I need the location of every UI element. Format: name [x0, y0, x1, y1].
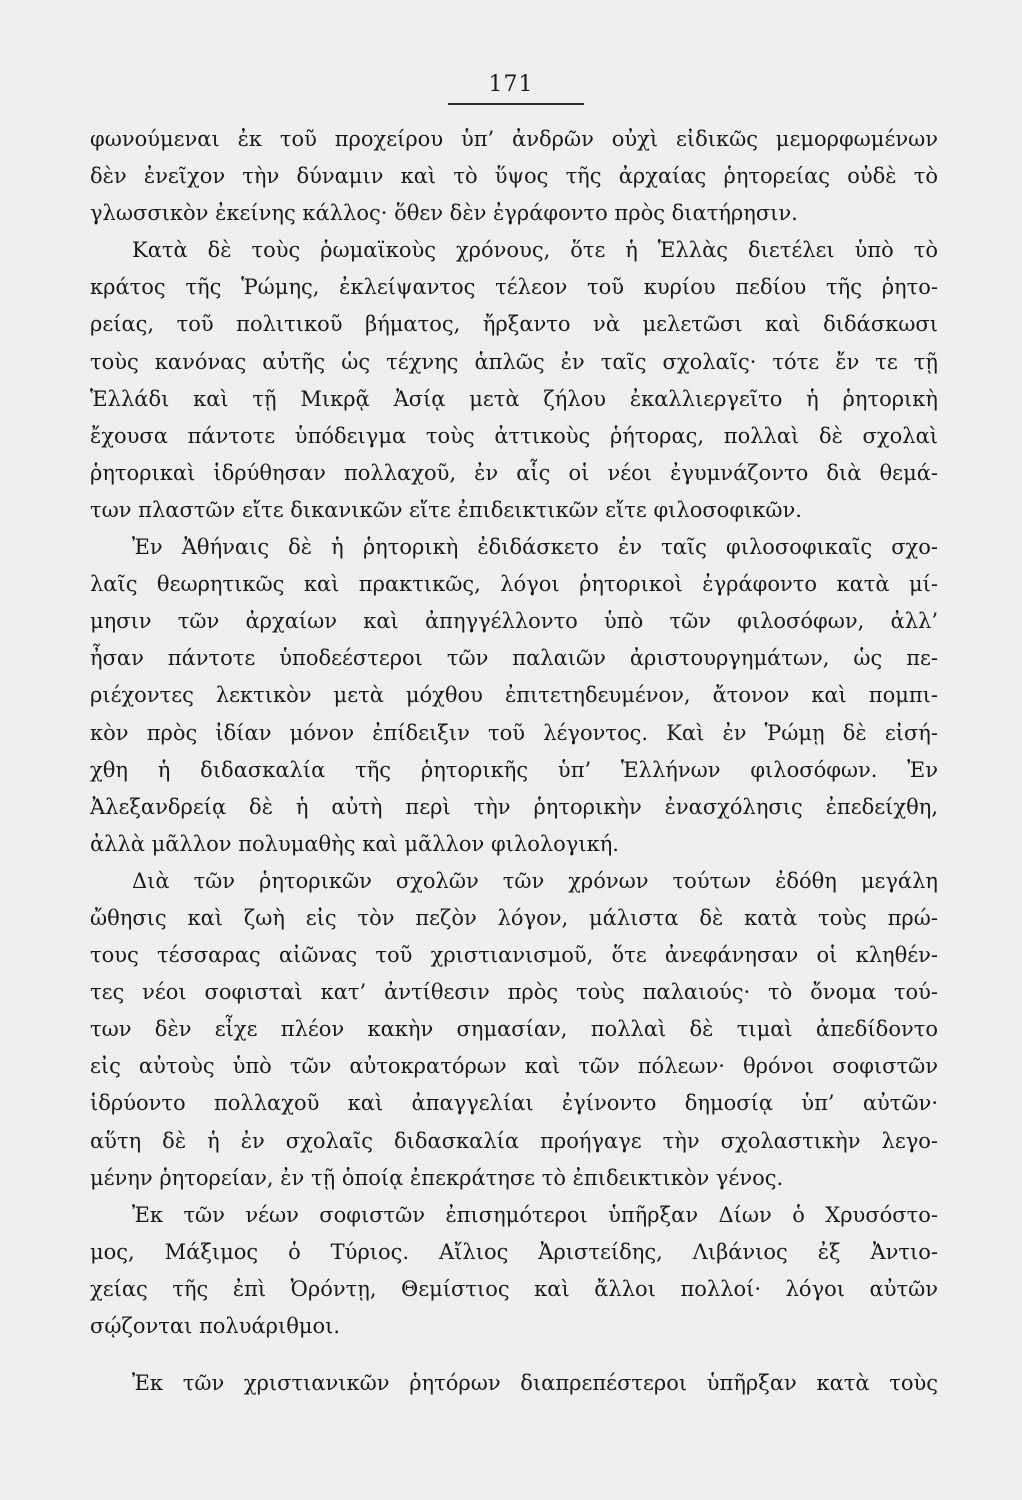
text-line: κράτος τῆς Ῥώμης, ἐκλείψαντος τέλεον τοῦ κυρίου πεδίου τῆς ῥητο- [90, 275, 938, 300]
text-line: ἀλλὰ μᾶλλον πολυμαθὴς καὶ μᾶλλον φιλολογική. [90, 831, 619, 856]
paragraph-gap [90, 1345, 938, 1365]
text-line: λαῖς θεωρητικῶς καὶ πρακτικῶς, λόγοι ῥητορικοὶ ἐγράφοντο κατὰ μί- [90, 572, 938, 597]
text-line: τους τέσσαρας αἰῶνας τοῦ χριστιανισμοῦ, ὅτε ἀνεφάνησαν οἱ κληθέν- [90, 943, 938, 968]
header-rule [448, 103, 584, 105]
text-line: κὸν πρὸς ἰδίαν μόνον ἐπίδειξιν τοῦ λέγοντος. Καὶ ἐν Ῥώμῃ δὲ εἰσή- [90, 720, 938, 745]
text-line: μένην ῥητορείαν, ἐν τῇ ὁποίᾳ ἐπεκράτησε τὸ ἐπιδεικτικὸν γένος. [90, 1165, 784, 1190]
text-line: εἰς αὐτοὺς ὑπὸ τῶν αὐτοκρατόρων καὶ τῶν πόλεων· θρόνοι σοφιστῶν [90, 1054, 938, 1079]
body-text [90, 121, 938, 1402]
text-line: γλωσσικὸν ἐκείνης κάλλος· ὅθεν δὲν ἐγράφοντο πρὸς διατήρησιν. [90, 201, 798, 226]
text-line: ρείας, τοῦ πολιτικοῦ βήματος, ἤρξαντο νὰ μελετῶσι καὶ διδάσκωσι [90, 312, 938, 337]
text-line: σῴζονται πολυάριθμοι. [90, 1314, 341, 1338]
text-line: Ἑλλάδι καὶ τῇ Μικρᾷ Ἀσίᾳ μετὰ ζήλου ἐκαλλιεργεῖτο ἡ ῥητορικὴ [90, 386, 938, 411]
text-line: ὤθησις καὶ ζωὴ εἰς τὸν πεζὸν λόγον, μάλιστα δὲ κατὰ τοὺς πρώ- [90, 905, 938, 930]
text-line: χείας τῆς ἐπὶ Ὀρόντῃ, Θεμίστιος καὶ ἄλλοι πολλοί· λόγοι αὐτῶν [90, 1276, 938, 1301]
text-line: Διὰ τῶν ῥητορικῶν σχολῶν τῶν χρόνων τούτων ἐδόθη μεγάλη [132, 868, 938, 893]
page-number: 171 [488, 72, 534, 97]
text-line: μησιν τῶν ἀρχαίων καὶ ἀπηγγέλλοντο ὑπὸ τῶν φιλοσόφων, ἀλλ’ [90, 609, 938, 634]
text-line: των δὲν εἶχε πλέον κακὴν σημασίαν, πολλαὶ δὲ τιμαὶ ἀπεδίδοντο [90, 1017, 938, 1042]
text-line: των πλαστῶν εἴτε δικανικῶν εἴτε ἐπιδεικτικῶν εἴτε φιλοσοφικῶν. [90, 497, 802, 522]
text-line: ἦσαν πάντοτε ὑποδεέστεροι τῶν παλαιῶν ἀριστουργημάτων, ὡς πε- [90, 646, 938, 671]
text-line: φωνούμεναι ἐκ τοῦ προχείρου ὑπ’ ἀνδρῶν οὐχὶ εἰδικῶς μεμορφωμένων [90, 127, 938, 151]
text-line: ῥητορικαὶ ἱδρύθησαν πολλαχοῦ, ἐν αἷς οἱ νέοι ἐγυμνάζοντο διὰ θεμά- [90, 460, 938, 485]
text-line: ριέχοντες λεκτικὸν μετὰ μόχθου ἐπιτετηδευμένον, ἄτονον καὶ πομπι- [90, 683, 938, 708]
text-line: Ἐν Ἀθήναις δὲ ἡ ῥητορικὴ ἐδιδάσκετο ἐν ταῖς φιλοσοφικαῖς σχο- [132, 535, 938, 560]
text-line: τες νέοι σοφισταὶ κατ’ ἀντίθεσιν πρὸς τοὺς παλαιούς· τὸ ὄνομα τού- [90, 980, 938, 1005]
text-line: τοὺς κανόνας αὐτῆς ὡς τέχνης ἁπλῶς ἐν ταῖς σχολαῖς· τότε ἔν τε τῇ [90, 349, 938, 374]
text-line: μος, Μάξιμος ὁ Τύριος. Αἴλιος Ἀριστείδης, Λιβάνιος ἐξ Ἀντιο- [90, 1239, 938, 1264]
text-line: αὕτη δὲ ἡ ἐν σχολαῖς διδασκαλία προήγαγε τὴν σχολαστικὴν λεγο- [90, 1128, 938, 1153]
text-line: ἱδρύοντο πολλαχοῦ καὶ ἀπαγγελίαι ἐγίνοντο δημοσίᾳ ὑπ’ αὐτῶν· [90, 1091, 938, 1116]
text-line: Κατὰ δὲ τοὺς ῥωμαϊκοὺς χρόνους, ὅτε ἡ Ἑλλὰς διετέλει ὑπὸ τὸ [132, 238, 938, 263]
text-line: Ἀλεξανδρείᾳ δὲ ἡ αὐτὴ περὶ τὴν ῥητορικὴν ἐνασχόλησις ἐπεδείχθη, [90, 794, 938, 819]
text-line: δὲν ἐνεῖχον τὴν δύναμιν καὶ τὸ ὕψος τῆς ἀρχαίας ῥητορείας οὐδὲ τὸ [90, 164, 938, 189]
text-line: Ἐκ τῶν χριστιανικῶν ῥητόρων διαπρεπέστεροι ὑπῆρξαν κατὰ τοὺς [132, 1371, 938, 1396]
text-line: Ἐκ τῶν νέων σοφιστῶν ἐπισημότεροι ὑπῆρξαν Δίων ὁ Χρυσόστο- [132, 1202, 938, 1227]
text-line: χθη ἡ διδασκαλία τῆς ῥητορικῆς ὑπ’ Ἑλλήνων φιλοσόφων. Ἐν [90, 757, 938, 782]
text-line: ἔχουσα πάντοτε ὑπόδειγμα τοὺς ἀττικοὺς ῥήτορας, πολλαὶ δὲ σχολαὶ [90, 423, 938, 448]
